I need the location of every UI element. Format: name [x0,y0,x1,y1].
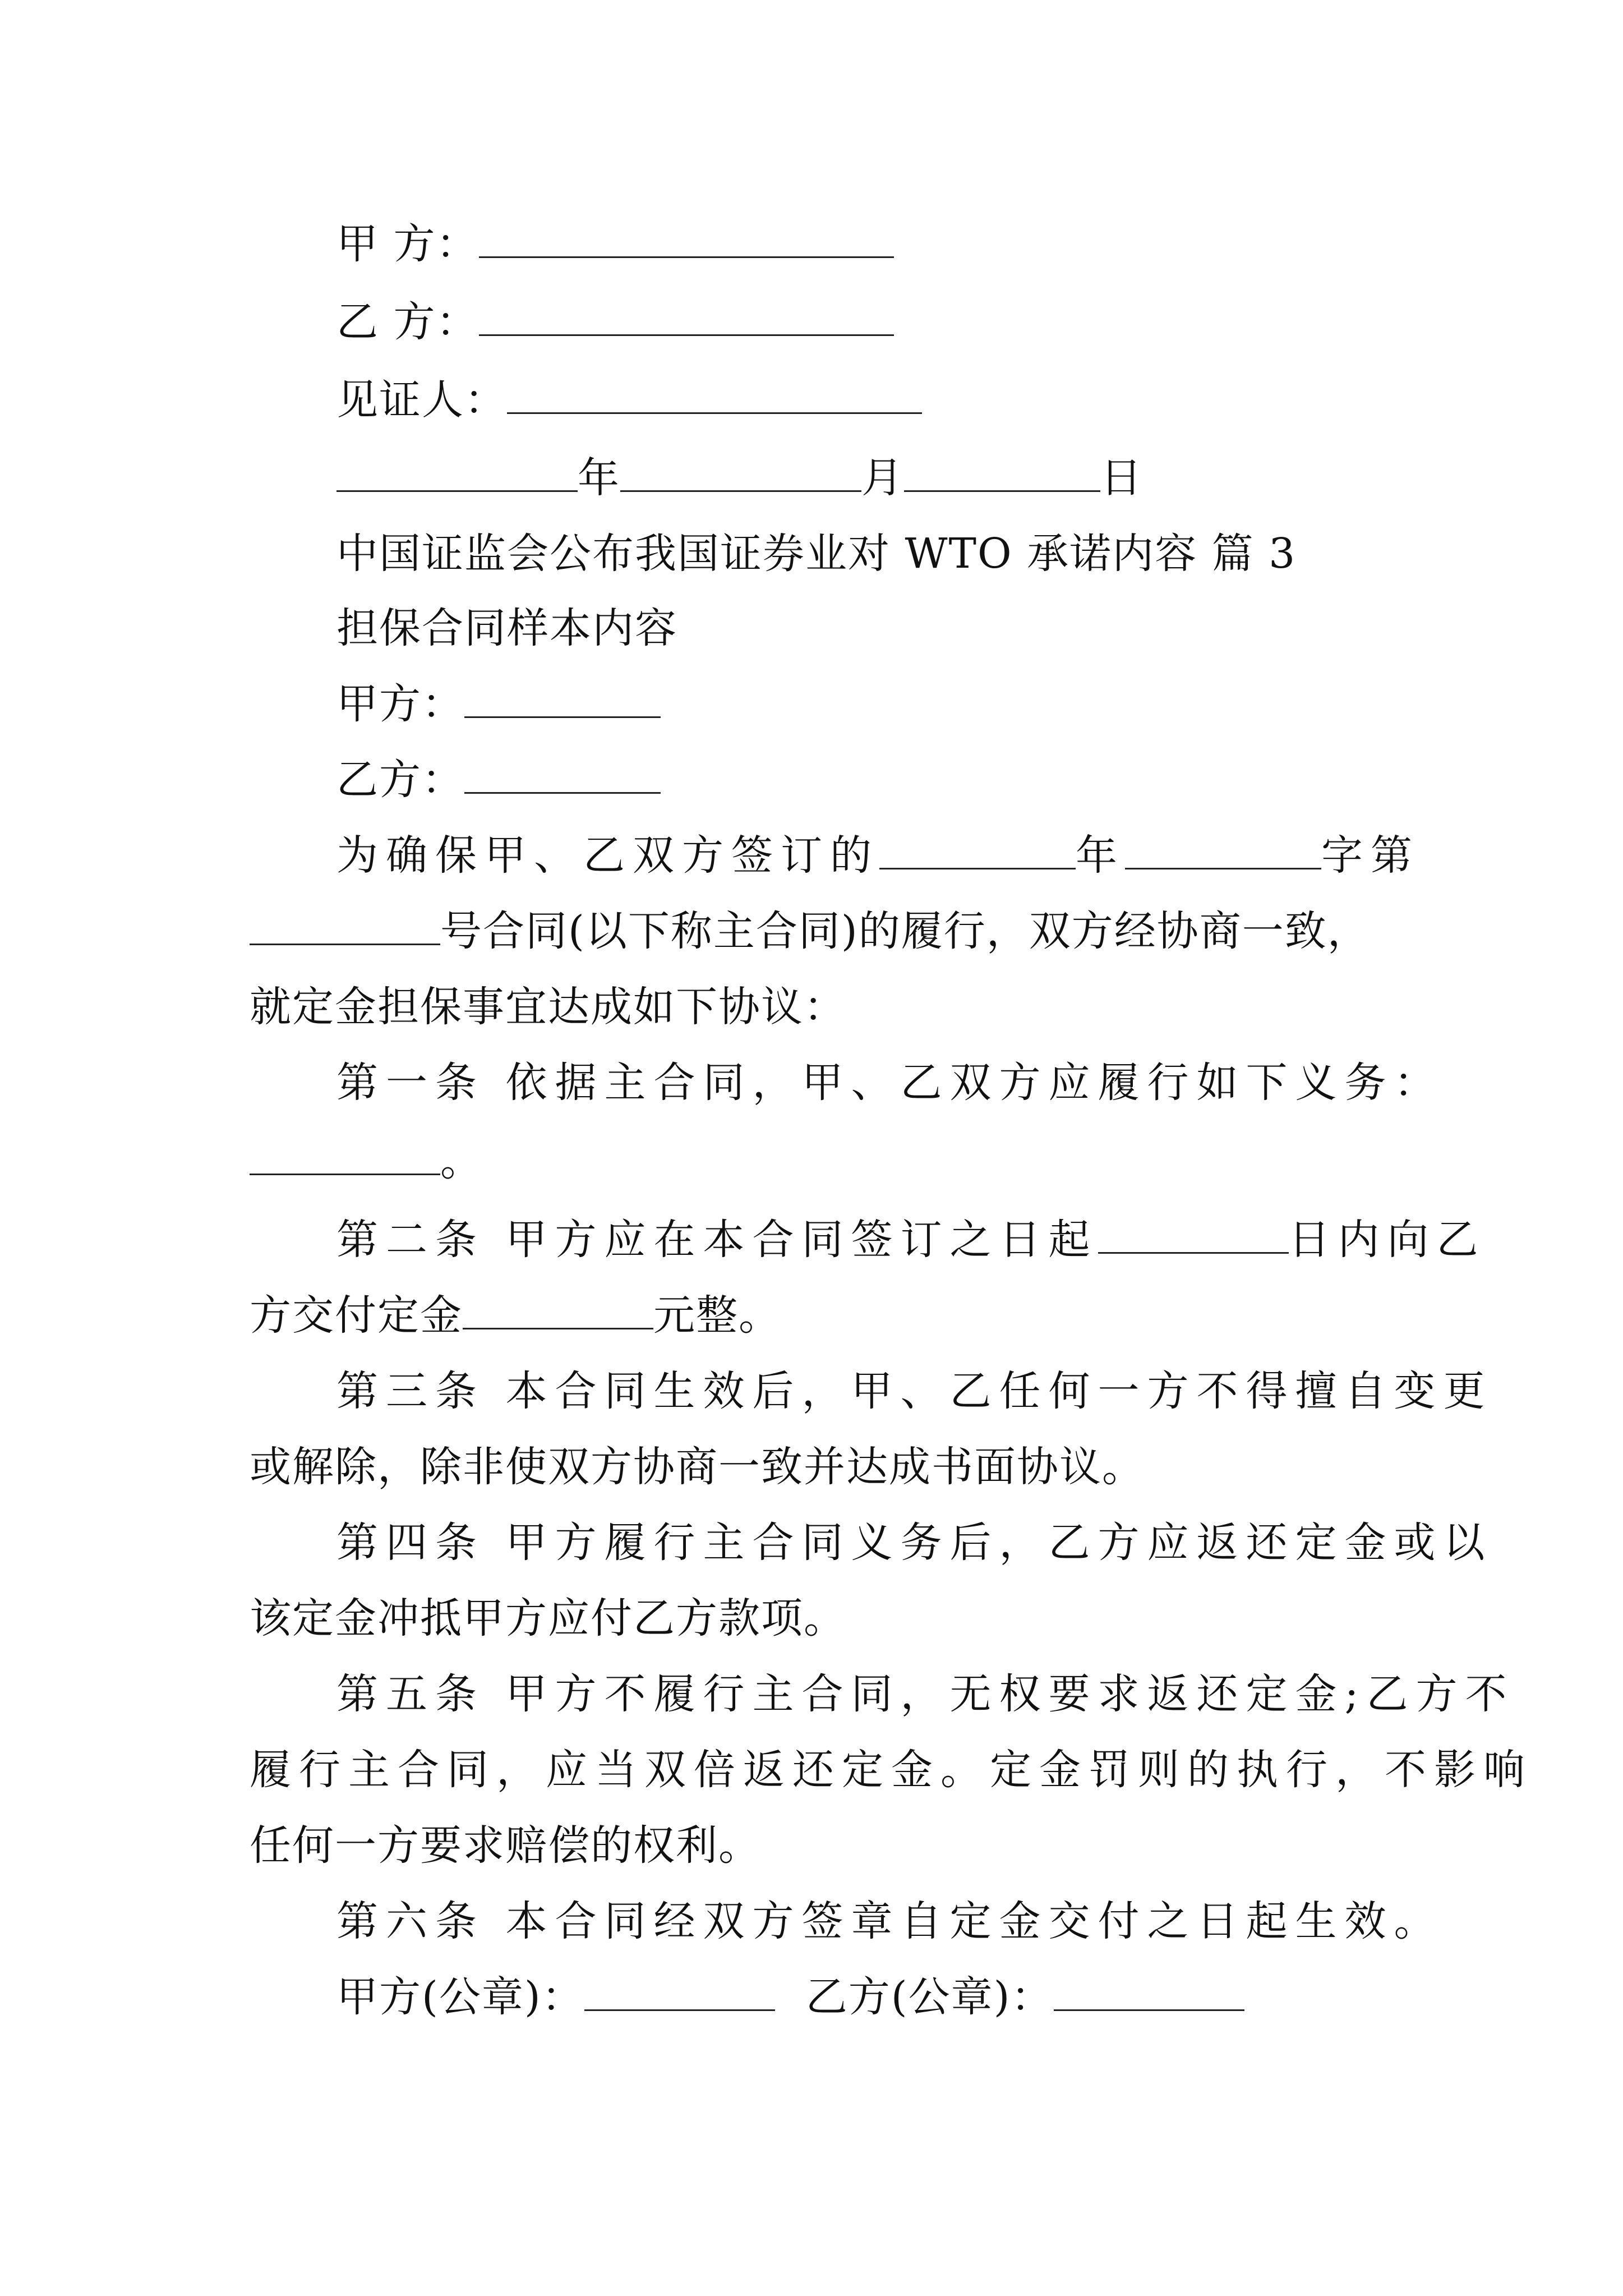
intro-text-2: 年 [1076,831,1125,880]
article-1-line-1: 第一条 依据主合同，甲、乙双方应履行如下义务： [336,1059,1444,1107]
article-5-line-3: 任何一方要求赔偿的权利。 [250,1821,761,1870]
party-a-label: 甲 方： [336,220,479,268]
day-label: 日 [1100,454,1143,502]
article-2-blank-1 [1098,1217,1289,1254]
article-5-line-2: 履行主合同，应当双倍返还定金。定金罚则的执行，不影响 [250,1746,1533,1794]
article-4-line-1: 第四条 甲方履行主合同义务后，乙方应返还定金或以 [336,1519,1493,1567]
article-1-line-2 [250,1133,483,1189]
signature-line [336,1969,1244,2025]
contract-party-b-line [336,752,661,808]
sign-b-blank [1054,1975,1244,2011]
party-b-line [336,294,894,350]
article-3-line-1: 第三条 本合同生效后，甲、乙任何一方不得擅自变更 [336,1367,1493,1415]
intro-line-1 [336,827,1420,884]
intro-text-3: 字第 [1321,831,1420,880]
party-a-line [336,216,894,272]
sign-a-label: 甲方(公章)： [336,1973,584,2021]
witness-label: 见证人： [336,376,507,424]
year-blank [336,455,578,492]
day-blank [904,455,1100,492]
intro-blank-2 [1125,833,1321,869]
contract-party-a-blank [464,682,661,718]
contract-title: 担保合同样本内容 [336,604,677,652]
contract-party-b-blank [464,757,661,794]
party-a-blank [479,222,894,258]
contract-party-a-label: 甲方： [336,680,464,728]
sign-b-label: 乙方(公章)： [805,1973,1054,2021]
witness-blank [507,378,922,414]
date-line [336,450,1143,506]
section-heading: 中国证监会公布我国证券业对 WTO 承诺内容 篇 3 [336,530,1297,578]
sign-a-blank [584,1975,775,2011]
article-2-text-4: 元整。 [653,1291,781,1340]
article-5-line-1: 第五条 甲方不履行主合同，无权要求返还定金;乙方不 [336,1670,1515,1718]
party-b-label: 乙 方： [336,298,479,346]
intro-blank-1 [879,833,1076,869]
article-6-line: 第六条 本合同经双方签章自定金交付之日起生效。 [336,1897,1444,1945]
article-2-line-1 [336,1212,1486,1268]
article-3-line-2: 或解除，除非使双方协商一致并达成书面协议。 [250,1443,1145,1491]
party-b-blank [479,300,894,336]
intro-line-2 [250,903,1370,959]
witness-line [336,372,922,428]
article-4-line-2: 该定金冲抵甲方应付乙方款项。 [250,1594,846,1642]
article-2-text-1: 第二条 甲方应在本合同签订之日起 [336,1216,1098,1264]
article-2-line-2 [250,1287,781,1343]
article-2-text-2: 日内向乙 [1288,1216,1486,1264]
year-label: 年 [578,454,620,502]
intro-text-1: 为确保甲、乙双方签订的 [336,831,879,880]
contract-party-b-label: 乙方： [336,756,464,804]
contract-party-a-line [336,676,661,732]
article-1-blank [250,1139,440,1175]
intro-line-3: 就定金担保事宜达成如下协议： [250,983,846,1031]
month-blank [620,455,861,492]
month-label: 月 [861,454,904,502]
article-2-text-3: 方交付定金 [250,1291,463,1340]
article-2-blank-2 [463,1293,653,1329]
intro-text-4: 号合同(以下称主合同)的履行，双方经协商一致， [440,907,1370,955]
intro-blank-3 [250,909,440,945]
article-1-end: 。 [440,1137,483,1185]
